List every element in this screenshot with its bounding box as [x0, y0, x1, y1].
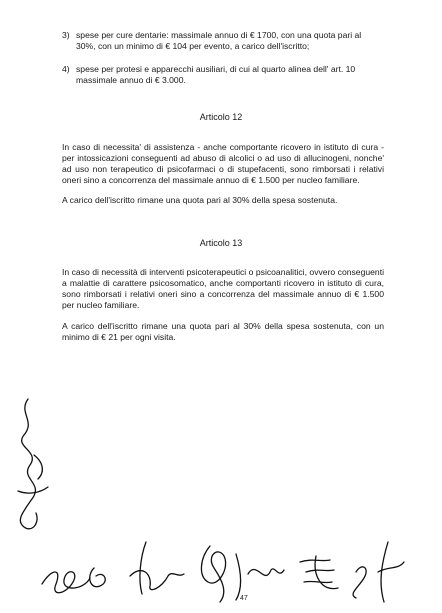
list-number: 3) — [62, 30, 70, 40]
list-text: spese per cure dentarie: massimale annuo di € 1700, con una quota pari al 30%, con un minimo di € 104 per evento, a carico dell'iscritto; — [76, 30, 362, 51]
article-13-title: Articolo 13 — [199, 238, 243, 248]
article-12-paragraph-1: In caso di necessita' di assistenza - anche comportante ricovero in istituto di cura - per intossicazioni conseguenti ad abuso di alcolici o ad uso di allucinogeni, nonche' ad uso non terapeutico di psicofarmaci o di stupefacenti, sono rimborsati i relativi oneri sino a concorrenza del massimale annuo di € 1.500 per nucleo familiare. — [62, 142, 384, 185]
article-13-paragraph-2: A carico dell'iscritto rimane una quota pari al 30% della spesa sostenuta, con un minimo di € 21 per ogni visita. — [62, 321, 384, 342]
bottom-signatures — [38, 532, 410, 607]
list-text: spese per protesi e apparecchi ausiliari, di cui al quarto alinea dell' art. 10 massimale annuo di € 3.000. — [76, 64, 356, 85]
page-number: 47 — [240, 595, 248, 602]
list-number: 4) — [62, 64, 70, 74]
article-12-paragraph-2: A carico dell'iscritto rimane una quota pari al 30% della spesa sostenuta. — [62, 195, 338, 205]
article-12-title: Articolo 12 — [199, 112, 243, 122]
margin-signature — [10, 395, 60, 535]
article-13-paragraph-1: In caso di necessità di interventi psicoterapeutici o psicoanalitici, ovvero conseguenti a malattie di carattere psicosomatico, anche comportanti ricovero in istituto di cura, sono rimborsati i relativi oneri sino a concorrenza del massimale annuo di € 1.500 per nucleo familiare. — [62, 267, 384, 310]
